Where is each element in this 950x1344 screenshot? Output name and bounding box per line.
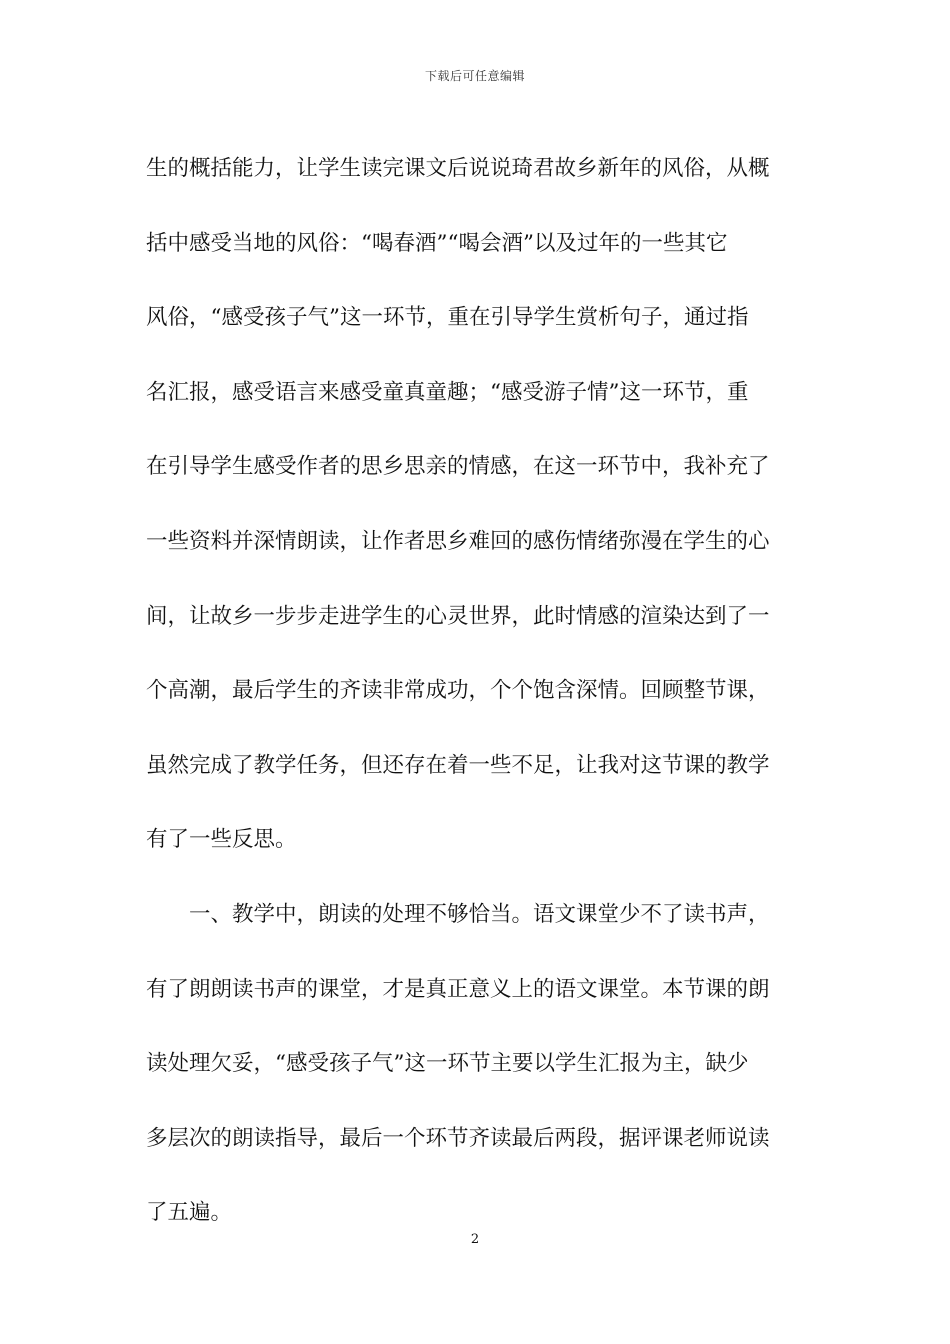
- paragraph: [146, 132, 806, 878]
- text-line-indented: 一、教学中，朗读的处理不够恰当。语文课堂少不了读书声，: [189, 901, 770, 927]
- text-line: 名汇报，感受语言来感受童真童趣；“感受游子情”这一环节，重: [146, 379, 749, 405]
- text-line: 读处理欠妥，“感受孩子气”这一环节主要以学生汇报为主，缺少: [146, 1051, 749, 1077]
- text-line: 括中感受当地的风俗：“喝春酒”“喝会酒”以及过年的一些其它: [146, 230, 728, 256]
- document-body: [146, 132, 806, 1251]
- text-line: 生的概括能力，让学生读完课文后说说琦君故乡新年的风俗，从概: [146, 156, 770, 181]
- text-line: 有了一些反思。: [146, 827, 297, 853]
- text-line: 多层次的朗读指导，最后一个环节齐读最后两段，据评课老师说读: [146, 1125, 770, 1151]
- page-number: 2: [470, 1232, 480, 1247]
- page-header: 下载后可任意编辑: [424, 69, 525, 83]
- text-line: 虽然完成了教学任务，但还存在着一些不足，让我对这节课的教学: [146, 752, 770, 778]
- text-line: 一些资料并深情朗读，让作者思乡难回的感伤情绪弥漫在学生的心: [146, 528, 770, 554]
- paragraph: [146, 878, 806, 1251]
- text-line: 间，让故乡一步步走进学生的心灵世界，此时情感的渲染达到了一: [146, 603, 770, 629]
- text-line: 个高潮，最后学生的齐读非常成功，个个饱含深情。回顾整节课，: [146, 678, 770, 704]
- text-line: 了五遍。: [146, 1200, 233, 1226]
- text-line: 在引导学生感受作者的思乡思亲的情感，在这一环节中，我补充了: [146, 454, 770, 480]
- text-line: 风俗，“感受孩子气”这一环节，重在引导学生赏析句子，通过指: [146, 305, 749, 331]
- text-line: 有了朗朗读书声的课堂，才是真正意义上的语文课堂。本节课的朗: [146, 976, 770, 1002]
